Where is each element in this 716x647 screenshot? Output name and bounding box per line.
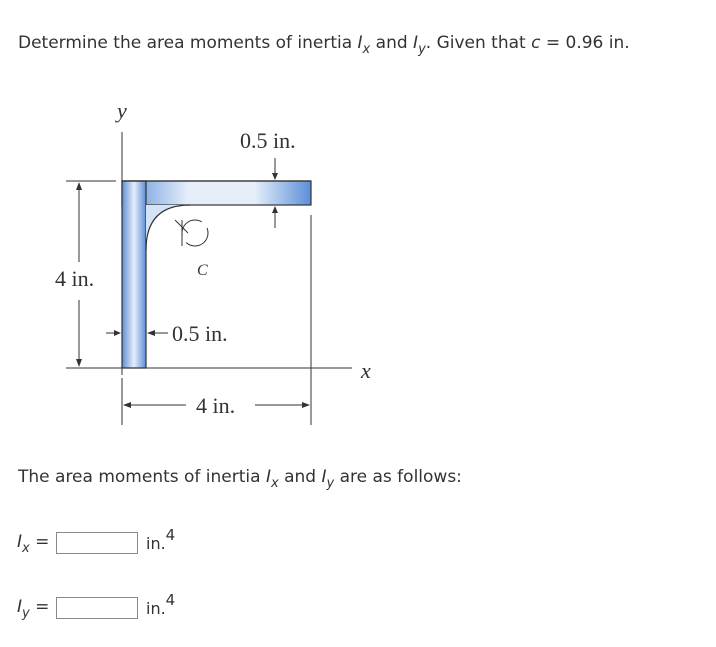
result-intro [18,467,462,491]
c-symbol: c [531,33,541,53]
top-flange [122,181,311,205]
iy-answer-equals: = [29,597,50,617]
prompt-and: and [370,33,414,53]
iy-answer-symbol: I [17,597,23,617]
result-iy-subscript: y [326,476,335,491]
ix-answer-label [17,532,50,556]
prompt-c-value: = 0.96 in. [540,33,630,53]
ix-unit-exponent: 4 [165,526,176,544]
result-iy-symbol: I [321,467,327,487]
prompt-text-start: Determine the area moments of inertia [18,33,358,53]
dim-top-thickness: 0.5 in. [240,128,296,153]
ix-unit-text: in. [146,534,166,553]
ix-subscript: x [362,42,371,57]
dim-web-thickness: 0.5 in. [172,321,228,346]
vertical-web [122,181,146,368]
ix-answer-symbol: I [17,532,23,552]
iy-answer-label [17,597,50,621]
ix-answer-subscript: x [22,541,30,556]
iy-subscript: y [418,42,426,57]
iy-answer-subscript: y [22,606,30,621]
centroid-marker [175,220,208,246]
iy-unit-exponent: 4 [165,591,176,609]
dim-width: 4 in. [196,393,236,418]
result-ix-subscript: x [270,476,279,491]
result-and: and [278,467,322,487]
x-axis-label: x [361,358,371,383]
iy-unit-text: in. [146,599,166,618]
iy-answer-input[interactable] [56,597,138,619]
y-axis-label: y [117,98,127,123]
ix-symbol: I [357,33,363,53]
result-text-start: The area moments of inertia [18,467,266,487]
ix-answer-input[interactable] [56,532,138,554]
iy-symbol: I [413,33,419,53]
ix-unit [146,526,176,553]
prompt-given: . Given that [425,33,532,53]
result-ix-symbol: I [265,467,271,487]
fillet-label: C [197,262,208,279]
ix-answer-equals: = [29,532,50,552]
dim-height: 4 in. [55,266,95,291]
iy-unit [146,591,176,618]
result-text-end: are as follows: [334,467,462,487]
